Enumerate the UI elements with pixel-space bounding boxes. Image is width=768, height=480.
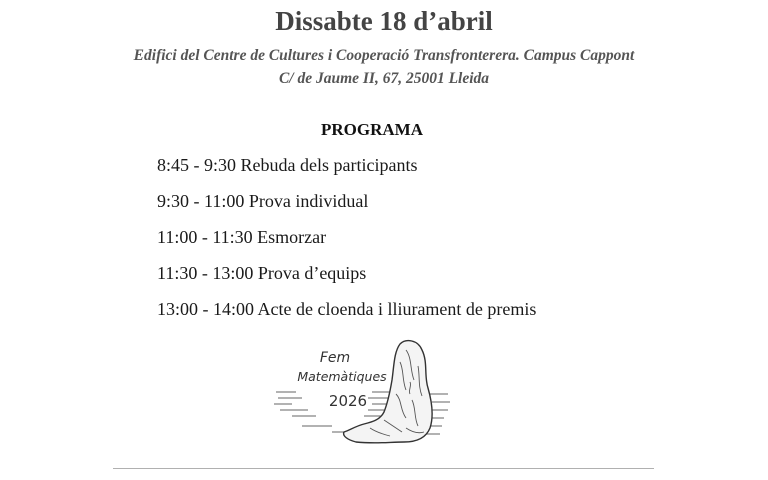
logo-line-matematiques: Matemàtiques [297, 369, 387, 384]
fem-matematiques-logo [272, 336, 452, 448]
footer-divider [113, 468, 654, 469]
venue-name: Edifici del Centre de Cultures i Cooperació Transfronterera. Campus Cappont [133, 47, 635, 64]
schedule-item: 8:45 - 9:30 Rebuda dels participants [157, 155, 418, 175]
venue-address: C/ de Jaume II, 67, 25001 Lleida [278, 70, 490, 87]
schedule-item: 11:00 - 11:30 Esmorzar [157, 227, 327, 247]
program-schedule [157, 153, 536, 333]
event-date-title: Dissabte 18 d’abril [275, 6, 493, 36]
schedule-item: 9:30 - 11:00 Prova individual [157, 191, 369, 211]
schedule-item: 13:00 - 14:00 Acte de cloenda i lliurament de premis [157, 299, 537, 319]
logo-line-fem: Fem [319, 350, 351, 366]
program-heading: PROGRAMA [321, 120, 423, 139]
logo-year: 2026 [328, 392, 368, 410]
schedule-item: 11:30 - 13:00 Prova d’equips [157, 263, 367, 283]
